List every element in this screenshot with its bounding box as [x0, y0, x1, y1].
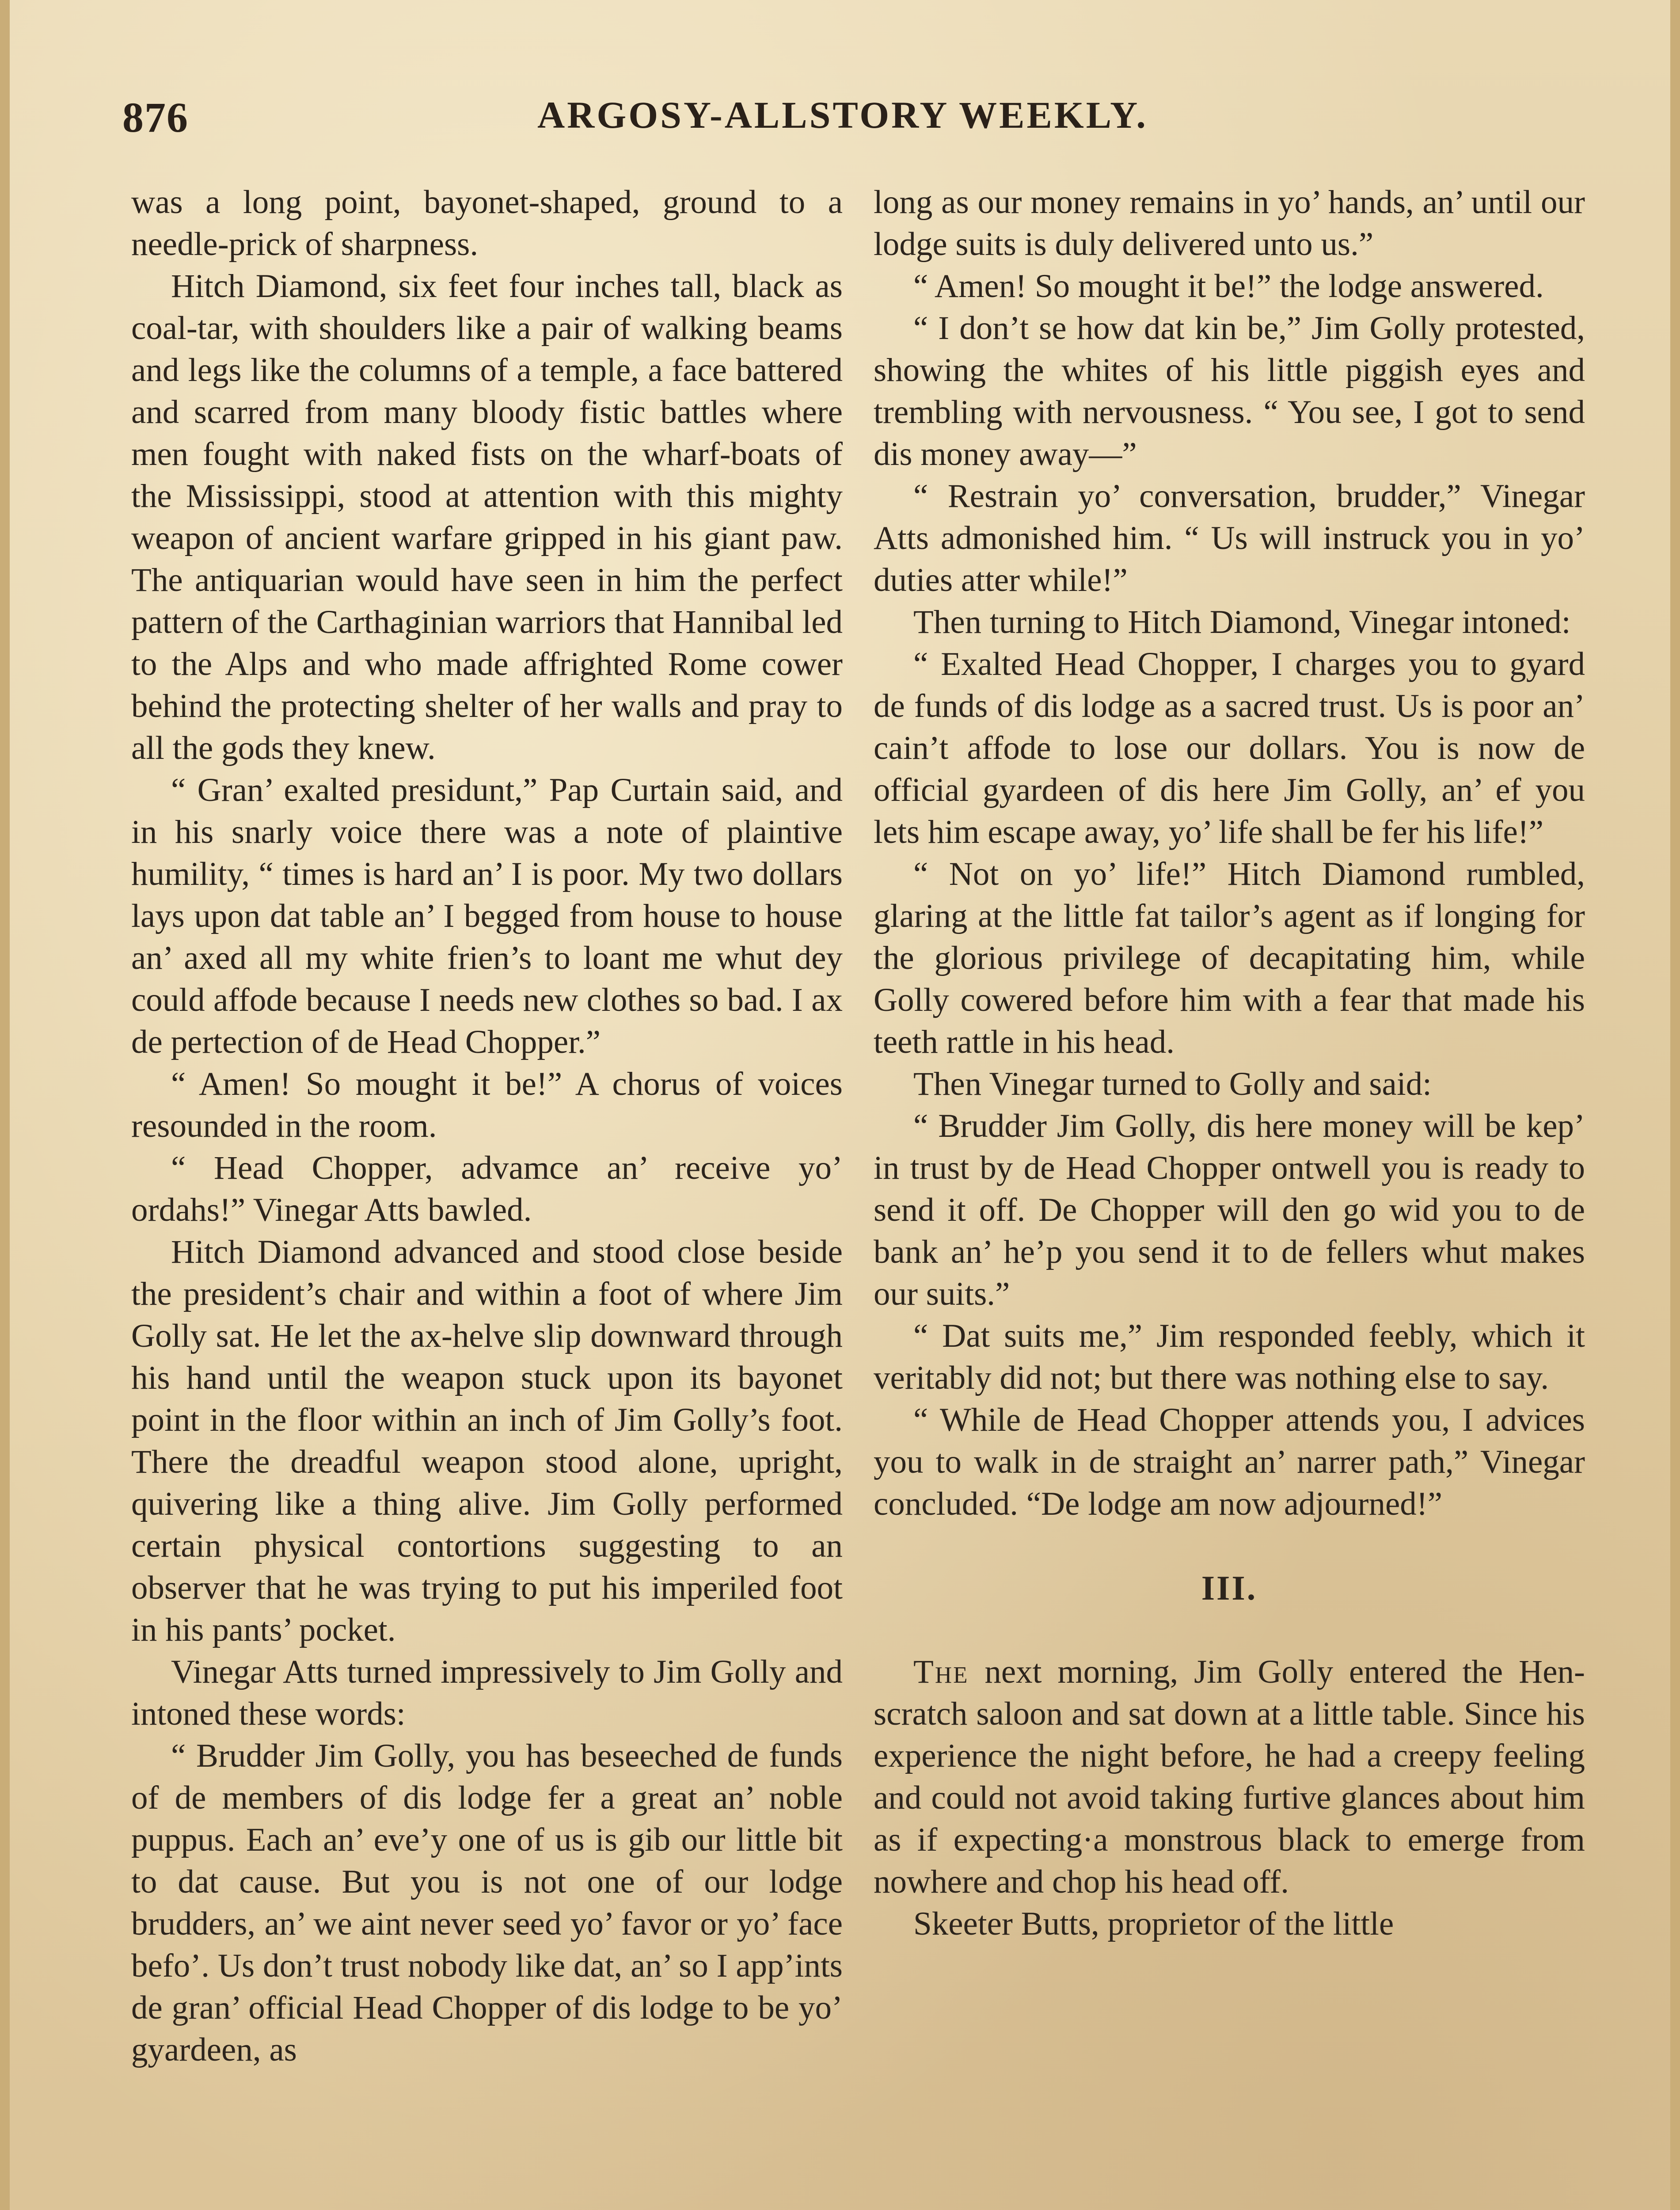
paragraph: Then Vinegar turned to Golly and said: [913, 1066, 1432, 1102]
paragraph: “ I don’t se how dat kin be,” Jim Golly protested, showing the whites of his little piggish eyes and trembling with nervousness. “ You see, I got to send dis money away—” [874, 310, 1585, 472]
running-title: ARGOSY-ALLSTORY WEEKLY. [537, 94, 1148, 136]
section-heading: III. [1201, 1569, 1258, 1607]
paragraph: “ Brudder Jim Golly, dis here money will be kep’ in trust by de Head Chopper ontwell you is ready to send it off. De Chopper will den go wid you to de bank an’ he’p you send it to de fellers whut makes our suits.” [874, 1108, 1585, 1312]
paragraph: Hitch Diamond, six feet four inches tall, black as coal-tar, with shoulders like a pair of walking beams and legs like the columns of a temple, a face battered and scarred from many bloody fistic battles where men fought with naked fists on the wharf-boats of the Mississippi, stood at attention with this mighty weapon of ancient warfare gripped in his giant paw. The antiquarian would have seen in him the perfect pattern of the Carthaginian warriors that Hannibal led to the Alps and who made affrighted Rome cower behind the protecting shelter of her walls and pray to all the gods they knew. [131, 268, 843, 766]
paragraph: “ Not on yo’ life!” Hitch Diamond rumbled, glaring at the little fat tailor’s agent as if longing for the glorious privilege of decapitating him, while Golly cowered before him with a fear that made his teeth rattle in his head. [874, 856, 1585, 1060]
paragraph: “ While de Head Chopper attends you, I advices you to walk in de straight an’ narrer path,” Vinegar concluded. “De lodge am now adjourned!” [874, 1402, 1585, 1522]
page-number: 876 [122, 94, 189, 141]
paragraph: Skeeter Butts, proprietor of the little [913, 1905, 1394, 1942]
paragraph: “ Head Chopper, advamce an’ receive yo’ ordahs!” Vinegar Atts bawled. [131, 1150, 843, 1228]
paragraph: “ Gran’ exalted presidunt,” Pap Curtain said, and in his snarly voice there was a note of plaintive humility, “ times is hard an’ I is poor. My two dollars lays upon dat table an’ I begged from house to house an’ axed all my white frien’s to loant me whut dey could affode because I needs new clothes so bad. I ax de pertection of de Head Chopper.” [131, 772, 843, 1060]
right-column [874, 181, 1585, 2210]
paragraph: “ Dat suits me,” Jim responded feebly, which it veritably did not; but there was nothing else to say. [874, 1318, 1585, 1396]
paragraph: was a long point, bayonet-shaped, ground to a needle-prick of sharpness. [131, 184, 843, 263]
paragraph: “ Restrain yo’ conversation, brudder,” Vinegar Atts admonished him. “ Us will instruck you in yo’ duties atter while!” [874, 478, 1585, 598]
paragraph: “ Brudder Jim Golly, you has beseeched de funds of de members of dis lodge fer a great an’ noble puppus. Each an’ eve’y one of us is gib our little bit to dat cause. But you is not one of our lodge brudders, an’ we aint never seed yo’ favor or yo’ face befo’. Us don’t trust nobody like dat, an’ so I app’ints de gran’ official Head Chopper of dis lodge to be yo’ gyardeen, as [131, 1738, 843, 2068]
paragraph: long as our money remains in yo’ hands, an’ until our lodge suits is duly delivered unto us.” [874, 184, 1585, 263]
paragraph: “ Exalted Head Chopper, I charges you to gyard de funds of dis lodge as a sacred trust. Us is poor an’ cain’t affode to lose our dollars. You is now de official gyardeen of dis here Jim Golly, an’ ef you lets him escape away, yo’ life shall be fer his life!” [874, 646, 1585, 850]
opening-text: next morning, Jim Golly entered the Hen-scratch saloon and sat down at a little table. Since his experience the night before, he had a creepy feeling and could not avoid taking furtive glances about him as if expecting·a monstrous black to emerge from nowhere and chop his head off. [874, 1654, 1585, 1900]
section-opening-paragraph [874, 1651, 1585, 1903]
opening-word: The [913, 1654, 969, 1690]
paragraph: “ Amen! So mought it be!” A chorus of voices resounded in the room. [131, 1066, 843, 1144]
left-column [131, 181, 843, 2210]
paragraph: Then turning to Hitch Diamond, Vinegar intoned: [913, 604, 1571, 640]
paragraph: Hitch Diamond advanced and stood close beside the president’s chair and within a foot of where Jim Golly sat. He let the ax-helve slip downward through his hand until the weapon stuck upon its bayonet point in the floor within an inch of Jim Golly’s foot. There the dreadful weapon stood alone, upright, quivering like a thing alive. Jim Golly performed certain physical contortions suggesting to an observer that he was trying to put his imperiled foot in his pants’ pocket. [131, 1234, 843, 1648]
paragraph: “ Amen! So mought it be!” the lodge answered. [913, 268, 1544, 305]
paragraph: Vinegar Atts turned impressively to Jim Golly and intoned these words: [131, 1654, 843, 1732]
page-header [122, 93, 1563, 155]
